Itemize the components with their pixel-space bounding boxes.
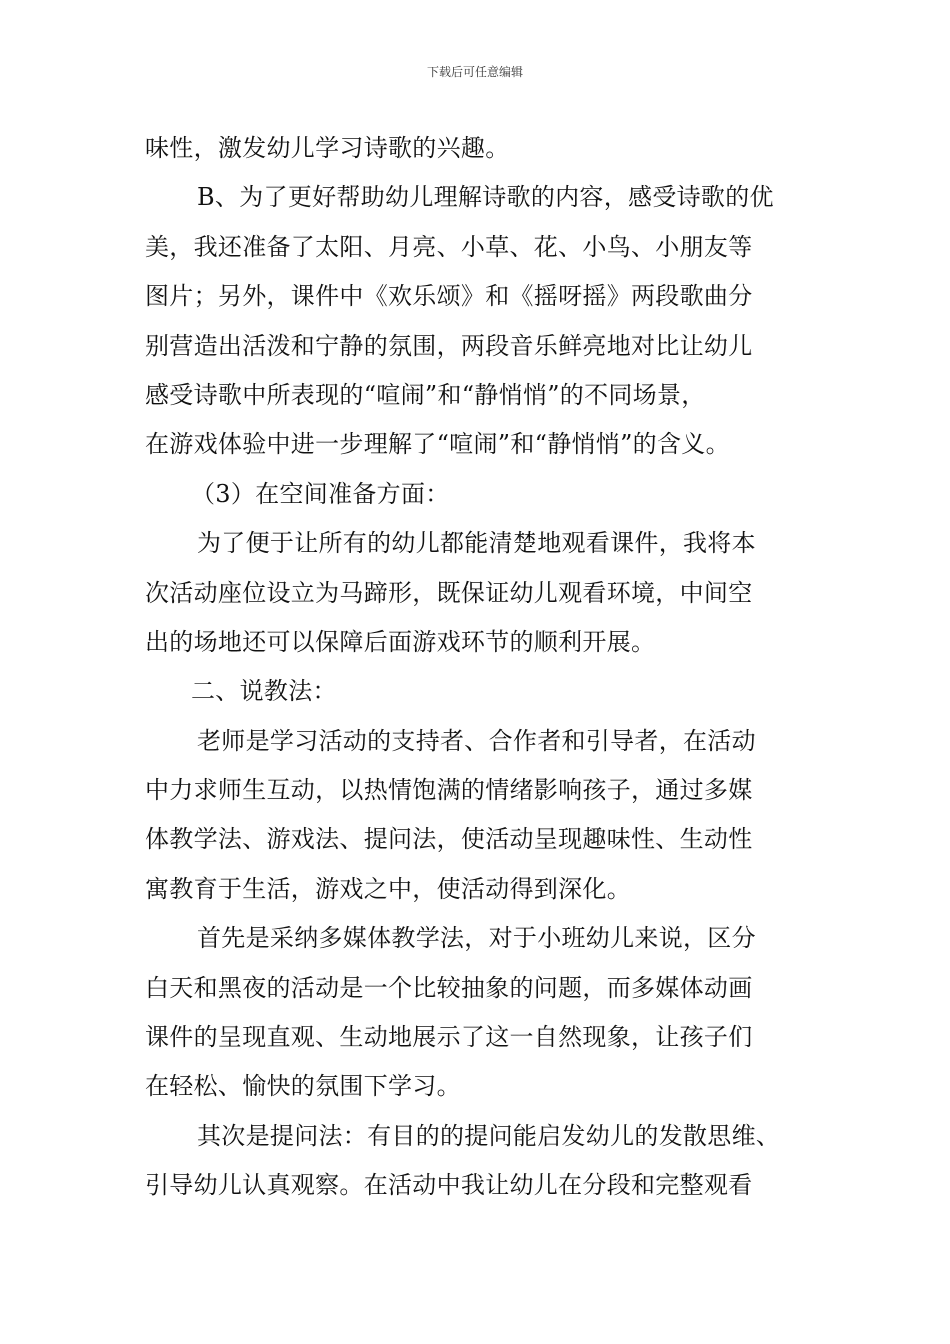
text-line: 味性，激发幼儿学习诗歌的兴趣。 bbox=[145, 134, 510, 162]
section-heading: （3）在空间准备方面： bbox=[191, 479, 450, 508]
text-line: 其次是提问法：有目的的提问能启发幼儿的发散思维、 bbox=[197, 1121, 781, 1150]
text-line: 首先是采纳多媒体教学法，对于小班幼儿来说，区分 bbox=[197, 924, 756, 953]
text-line: 出的场地还可以保障后面游戏环节的顺利开展。 bbox=[145, 627, 656, 656]
text-line: 为了便于让所有的幼儿都能清楚地观看课件，我将本 bbox=[197, 529, 756, 558]
text-line: 体教学法、游戏法、提问法，使活动呈现趣味性、生动性 bbox=[145, 825, 753, 854]
text-line: 图片；另外，课件中《欢乐颂》和《摇呀摇》两段歌曲分 bbox=[145, 282, 753, 311]
text-line: 中力求师生互动，以热情饱满的情绪影响孩子，通过多媒 bbox=[145, 776, 753, 805]
text-line: 寓教育于生活，游戏之中，使活动得到深化。 bbox=[145, 874, 631, 903]
text-line: 别营造出活泼和宁静的氛围，两段音乐鲜亮地对比让幼儿 bbox=[145, 331, 753, 360]
text-line: 美，我还准备了太阳、月亮、小草、花、小鸟、小朋友等 bbox=[145, 232, 753, 261]
text-line: B、为了更好帮助幼儿理解诗歌的内容，感受诗歌的优 bbox=[197, 183, 774, 212]
text-line: 白天和黑夜的活动是一个比较抽象的问题，而多媒体动画 bbox=[145, 973, 753, 1002]
text-line: 老师是学习活动的支持者、合作者和引导者，在活动 bbox=[197, 726, 756, 755]
text-line: 课件的呈现直观、生动地展示了这一自然现象，让孩子们 bbox=[145, 1023, 753, 1052]
text-line: 引导幼儿认真观察。在活动中我让幼儿在分段和完整观看 bbox=[145, 1171, 753, 1200]
text-line: 感受诗歌中所表现的“喧闹”和“静悄悄”的不同场景， bbox=[145, 380, 706, 409]
text-line: 在轻松、愉快的氛围下学习。 bbox=[145, 1072, 461, 1101]
text-line: 次活动座位设立为马蹄形，既保证幼儿观看环境，中间空 bbox=[145, 578, 753, 607]
text-line: 在游戏体验中进一步理解了“喧闹”和“静悄悄”的含义。 bbox=[145, 430, 730, 459]
document-body bbox=[145, 124, 825, 1211]
section-heading: 二、说教法： bbox=[191, 677, 337, 706]
page-header: 下载后可任意编辑 bbox=[426, 65, 523, 79]
